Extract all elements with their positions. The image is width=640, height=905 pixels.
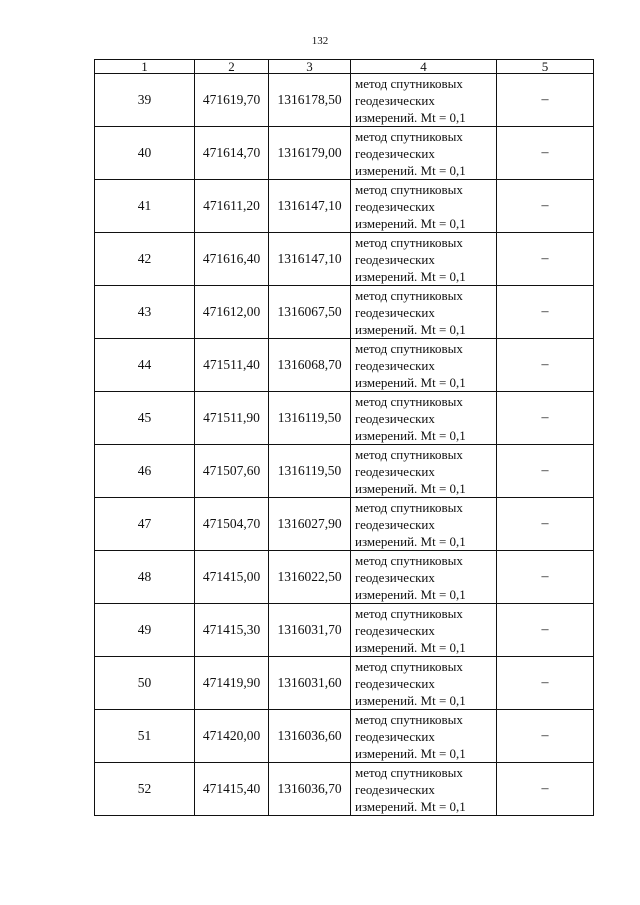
method-text-line: измерений. Mt = 0,1 [355, 268, 466, 284]
column-5-cell: – [497, 127, 594, 180]
method-cell [351, 339, 497, 392]
method-text-line: геодезических [355, 569, 435, 585]
table-row [95, 286, 594, 339]
column-5-cell: – [497, 710, 594, 763]
y-coordinate-cell: 1316027,90 [269, 498, 351, 551]
column-header-5: 5 [497, 60, 594, 74]
method-text-line: измерений. Mt = 0,1 [355, 692, 466, 708]
x-coordinate-cell: 471619,70 [195, 74, 269, 127]
point-number-cell: 40 [95, 127, 195, 180]
method-text-line: геодезических [355, 463, 435, 479]
method-cell [351, 604, 497, 657]
method-text-line: метод спутниковых [355, 764, 463, 780]
point-number-cell: 42 [95, 233, 195, 286]
point-number-cell: 49 [95, 604, 195, 657]
column-5-cell: – [497, 551, 594, 604]
method-cell [351, 763, 497, 816]
column-header-3: 3 [269, 60, 351, 74]
method-text-line: метод спутниковых [355, 181, 463, 197]
method-cell [351, 392, 497, 445]
x-coordinate-cell: 471415,30 [195, 604, 269, 657]
point-number-cell: 51 [95, 710, 195, 763]
method-text-line: геодезических [355, 410, 435, 426]
method-text-line: геодезических [355, 622, 435, 638]
y-coordinate-cell: 1316031,60 [269, 657, 351, 710]
table-row [95, 498, 594, 551]
x-coordinate-cell: 471611,20 [195, 180, 269, 233]
x-coordinate-cell: 471511,90 [195, 392, 269, 445]
method-text-line: метод спутниковых [355, 287, 463, 303]
method-text-line: геодезических [355, 92, 435, 108]
method-text-line: измерений. Mt = 0,1 [355, 162, 466, 178]
method-text-line: геодезических [355, 357, 435, 373]
method-cell [351, 74, 497, 127]
method-text-line: метод спутниковых [355, 75, 463, 91]
point-number-cell: 48 [95, 551, 195, 604]
point-number-cell: 39 [95, 74, 195, 127]
method-cell [351, 180, 497, 233]
method-text-line: измерений. Mt = 0,1 [355, 745, 466, 761]
column-5-cell: – [497, 233, 594, 286]
y-coordinate-cell: 1316022,50 [269, 551, 351, 604]
method-text-line: измерений. Mt = 0,1 [355, 639, 466, 655]
point-number-cell: 50 [95, 657, 195, 710]
x-coordinate-cell: 471614,70 [195, 127, 269, 180]
method-text-line: геодезических [355, 516, 435, 532]
x-coordinate-cell: 471419,90 [195, 657, 269, 710]
method-cell [351, 127, 497, 180]
table-row [95, 233, 594, 286]
method-text-line: измерений. Mt = 0,1 [355, 798, 466, 814]
method-text-line: измерений. Mt = 0,1 [355, 480, 466, 496]
column-header-4: 4 [351, 60, 497, 74]
method-text-line: метод спутниковых [355, 340, 463, 356]
method-text-line: метод спутниковых [355, 711, 463, 727]
method-text-line: метод спутниковых [355, 552, 463, 568]
table-row [95, 74, 594, 127]
y-coordinate-cell: 1316068,70 [269, 339, 351, 392]
point-number-cell: 52 [95, 763, 195, 816]
y-coordinate-cell: 1316036,70 [269, 763, 351, 816]
point-number-cell: 43 [95, 286, 195, 339]
table-body [95, 74, 594, 816]
method-text-line: метод спутниковых [355, 499, 463, 515]
method-text-line: геодезических [355, 675, 435, 691]
y-coordinate-cell: 1316036,60 [269, 710, 351, 763]
method-cell [351, 445, 497, 498]
method-text-line: измерений. Mt = 0,1 [355, 533, 466, 549]
column-5-cell: – [497, 604, 594, 657]
method-text-line: метод спутниковых [355, 658, 463, 674]
table-row [95, 392, 594, 445]
column-5-cell: – [497, 286, 594, 339]
method-text-line: геодезических [355, 728, 435, 744]
method-text-line: измерений. Mt = 0,1 [355, 586, 466, 602]
x-coordinate-cell: 471616,40 [195, 233, 269, 286]
point-number-cell: 47 [95, 498, 195, 551]
method-cell [351, 551, 497, 604]
x-coordinate-cell: 471415,40 [195, 763, 269, 816]
y-coordinate-cell: 1316119,50 [269, 392, 351, 445]
column-5-cell: – [497, 74, 594, 127]
table-row [95, 551, 594, 604]
column-5-cell: – [497, 392, 594, 445]
column-header-1: 1 [95, 60, 195, 74]
method-cell [351, 710, 497, 763]
page-number: 132 [311, 35, 329, 47]
column-5-cell: – [497, 763, 594, 816]
point-number-cell: 41 [95, 180, 195, 233]
method-text-line: измерений. Mt = 0,1 [355, 374, 466, 390]
column-5-cell: – [497, 339, 594, 392]
column-5-cell: – [497, 498, 594, 551]
x-coordinate-cell: 471507,60 [195, 445, 269, 498]
method-text-line: метод спутниковых [355, 128, 463, 144]
method-text-line: геодезических [355, 304, 435, 320]
method-text-line: геодезических [355, 198, 435, 214]
column-5-cell: – [497, 657, 594, 710]
table-header-row [95, 60, 594, 74]
y-coordinate-cell: 1316119,50 [269, 445, 351, 498]
x-coordinate-cell: 471511,40 [195, 339, 269, 392]
method-cell [351, 498, 497, 551]
method-text-line: метод спутниковых [355, 605, 463, 621]
y-coordinate-cell: 1316178,50 [269, 74, 351, 127]
x-coordinate-cell: 471415,00 [195, 551, 269, 604]
table-row [95, 657, 594, 710]
table-row [95, 127, 594, 180]
method-text-line: измерений. Mt = 0,1 [355, 321, 466, 337]
method-text-line: геодезических [355, 251, 435, 267]
y-coordinate-cell: 1316031,70 [269, 604, 351, 657]
table-row [95, 180, 594, 233]
method-text-line: метод спутниковых [355, 234, 463, 250]
column-5-cell: – [497, 180, 594, 233]
method-text-line: измерений. Mt = 0,1 [355, 427, 466, 443]
y-coordinate-cell: 1316147,10 [269, 180, 351, 233]
method-text-line: геодезических [355, 145, 435, 161]
x-coordinate-cell: 471504,70 [195, 498, 269, 551]
coordinates-table [94, 59, 594, 816]
method-cell [351, 286, 497, 339]
y-coordinate-cell: 1316147,10 [269, 233, 351, 286]
method-text-line: измерений. Mt = 0,1 [355, 215, 466, 231]
column-header-2: 2 [195, 60, 269, 74]
table-row [95, 710, 594, 763]
table-row [95, 339, 594, 392]
method-text-line: измерений. Mt = 0,1 [355, 109, 466, 125]
method-text-line: метод спутниковых [355, 446, 463, 462]
table-row [95, 763, 594, 816]
y-coordinate-cell: 1316067,50 [269, 286, 351, 339]
table-row [95, 445, 594, 498]
method-text-line: метод спутниковых [355, 393, 463, 409]
point-number-cell: 44 [95, 339, 195, 392]
column-5-cell: – [497, 445, 594, 498]
y-coordinate-cell: 1316179,00 [269, 127, 351, 180]
point-number-cell: 46 [95, 445, 195, 498]
method-cell [351, 657, 497, 710]
table-row [95, 604, 594, 657]
x-coordinate-cell: 471612,00 [195, 286, 269, 339]
method-cell [351, 233, 497, 286]
method-text-line: геодезических [355, 781, 435, 797]
x-coordinate-cell: 471420,00 [195, 710, 269, 763]
point-number-cell: 45 [95, 392, 195, 445]
